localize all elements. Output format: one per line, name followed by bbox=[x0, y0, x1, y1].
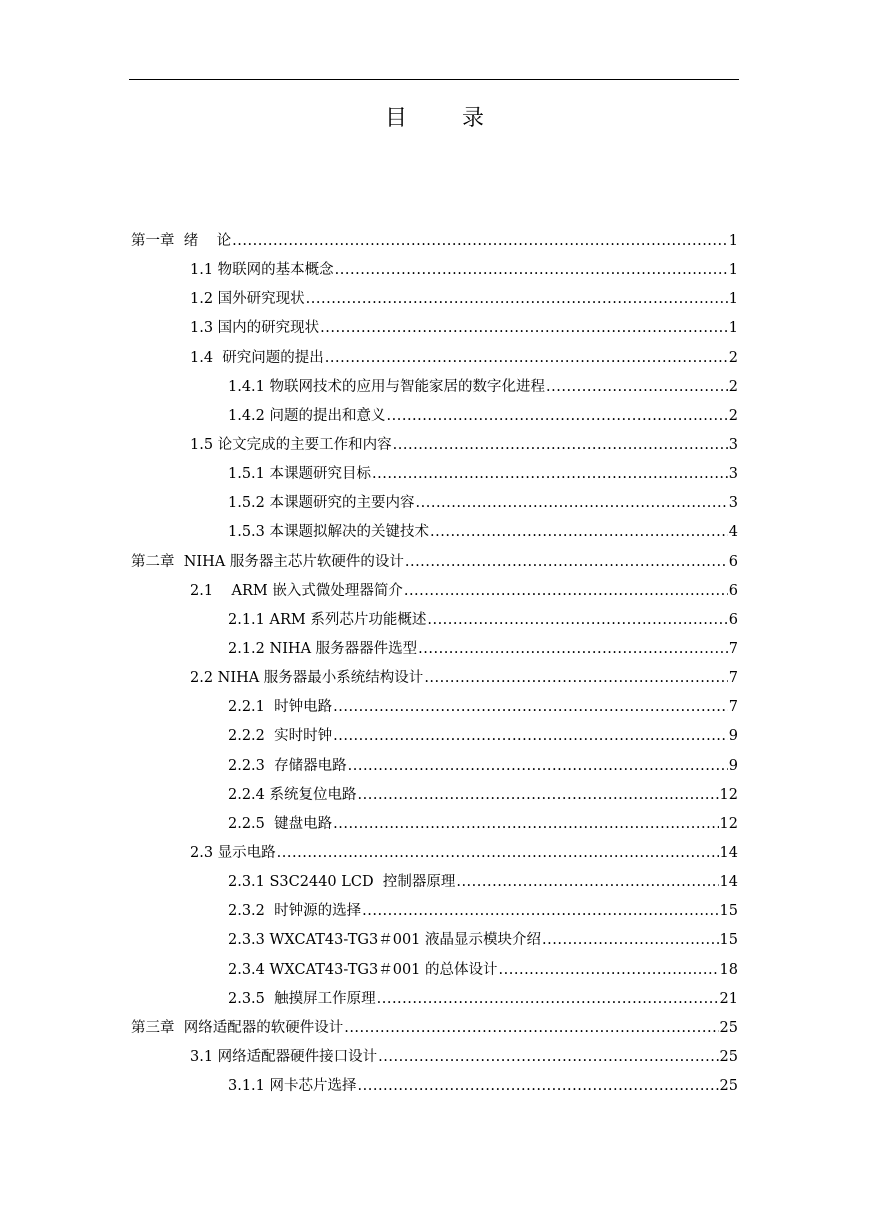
toc-dot-leader bbox=[333, 693, 728, 722]
toc-entry-label: 2.1.2 NIHA 服务器器件选型 bbox=[228, 640, 418, 657]
toc-entry-label: 1.4 研究问题的提出 bbox=[190, 349, 324, 366]
toc-entry-label: 3.1.1 网卡芯片选择 bbox=[228, 1078, 357, 1095]
toc-entry-label: 1.5.1 本课题研究目标 bbox=[228, 466, 372, 483]
toc-entry-label: 1.1 物联网的基本概念 bbox=[190, 262, 334, 279]
toc-dot-leader bbox=[372, 460, 728, 489]
toc-entry[interactable] bbox=[0, 373, 869, 402]
toc-entry-label: 2.2.3 存储器电路 bbox=[228, 757, 347, 774]
toc-entry[interactable] bbox=[0, 460, 869, 489]
toc-dot-leader bbox=[405, 548, 728, 577]
toc-page-number: 18 bbox=[719, 961, 738, 978]
toc-entry[interactable] bbox=[0, 256, 869, 285]
toc-page-number: 15 bbox=[719, 932, 738, 949]
toc-dot-leader bbox=[362, 897, 718, 926]
toc-entry[interactable] bbox=[0, 285, 869, 314]
toc-entry[interactable] bbox=[0, 344, 869, 373]
toc-page-number: 1 bbox=[728, 320, 738, 337]
toc-entry[interactable] bbox=[0, 518, 869, 547]
toc-entry-label: 第一章 绪 论 bbox=[131, 233, 232, 249]
toc-entry-label: 2.3.1 S3C2440 LCD 控制器原理 bbox=[228, 874, 456, 891]
toc-dot-leader bbox=[335, 256, 728, 285]
toc-entry[interactable] bbox=[0, 781, 869, 810]
toc-dot-leader bbox=[377, 985, 719, 1014]
table-of-contents bbox=[0, 227, 869, 1101]
toc-page-number: 3 bbox=[728, 436, 738, 453]
toc-dot-leader bbox=[499, 956, 719, 985]
toc-page-number: 1 bbox=[728, 291, 738, 308]
toc-dot-leader bbox=[325, 344, 728, 373]
toc-page-number: 21 bbox=[719, 990, 738, 1007]
toc-page-number: 14 bbox=[719, 844, 738, 861]
toc-dot-leader bbox=[358, 781, 719, 810]
toc-dot-leader bbox=[427, 606, 727, 635]
toc-entry-label: 1.4.1 物联网技术的应用与智能家居的数字化进程 bbox=[228, 378, 546, 395]
toc-page-number: 6 bbox=[728, 553, 738, 570]
toc-entry-label: 1.5.2 本课题研究的主要内容 bbox=[228, 495, 415, 512]
toc-dot-leader bbox=[418, 635, 728, 664]
toc-page-number: 4 bbox=[728, 524, 738, 541]
toc-entry-label: 2.2.1 时钟电路 bbox=[228, 699, 333, 716]
toc-entry[interactable] bbox=[0, 489, 869, 518]
toc-entry[interactable] bbox=[0, 1043, 869, 1072]
toc-entry[interactable] bbox=[0, 693, 869, 722]
toc-entry-label: 2.3 显示电路 bbox=[190, 844, 276, 861]
toc-entry[interactable] bbox=[0, 810, 869, 839]
toc-entry-label: 1.4.2 问题的提出和意义 bbox=[228, 407, 386, 424]
toc-dot-leader bbox=[542, 926, 719, 955]
toc-entry-label: 2.3.3 WXCAT43-TG3＃001 液晶显示模块介绍 bbox=[228, 932, 542, 949]
toc-dot-leader bbox=[546, 373, 728, 402]
toc-entry[interactable] bbox=[0, 635, 869, 664]
toc-page-number: 25 bbox=[719, 1048, 738, 1065]
toc-page-number: 25 bbox=[719, 1019, 738, 1036]
toc-entry-label: 1.5.3 本课题拟解决的关键技术 bbox=[228, 524, 430, 541]
toc-page-number: 6 bbox=[728, 611, 738, 628]
toc-dot-leader bbox=[333, 810, 718, 839]
toc-page-number: 2 bbox=[728, 378, 738, 395]
toc-entry-label: 2.2.5 键盘电路 bbox=[228, 815, 333, 832]
toc-entry[interactable] bbox=[0, 1072, 869, 1101]
toc-dot-leader bbox=[306, 285, 728, 314]
toc-entry[interactable] bbox=[0, 839, 869, 868]
toc-dot-leader bbox=[320, 314, 728, 343]
toc-entry-label: 1.2 国外研究现状 bbox=[190, 291, 305, 308]
toc-dot-leader bbox=[416, 489, 728, 518]
toc-entry-label: 3.1 网络适配器硬件接口设计 bbox=[190, 1048, 378, 1065]
toc-dot-leader bbox=[387, 402, 728, 431]
toc-entry[interactable] bbox=[0, 314, 869, 343]
toc-entry[interactable] bbox=[0, 722, 869, 751]
toc-dot-leader bbox=[277, 839, 719, 868]
toc-page-number: 1 bbox=[728, 233, 738, 249]
toc-page-number: 7 bbox=[728, 670, 738, 687]
toc-entry-label: 2.2 NIHA 服务器最小系统结构设计 bbox=[190, 670, 424, 687]
toc-dot-leader bbox=[333, 722, 728, 751]
toc-page-number: 9 bbox=[728, 728, 738, 745]
toc-entry-label: 2.1 ARM 嵌入式微处理器简介 bbox=[190, 582, 403, 599]
toc-entry-label: 第三章 网络适配器的软硬件设计 bbox=[131, 1019, 344, 1036]
toc-entry[interactable] bbox=[0, 431, 869, 460]
toc-entry[interactable] bbox=[0, 956, 869, 985]
header-rule bbox=[129, 79, 739, 80]
toc-entry-label: 2.3.5 触摸屏工作原理 bbox=[228, 990, 376, 1007]
toc-page-number: 12 bbox=[719, 786, 738, 803]
toc-entry[interactable] bbox=[0, 606, 869, 635]
toc-dot-leader bbox=[358, 1072, 719, 1101]
toc-entry-label: 2.2.2 实时时钟 bbox=[228, 728, 333, 745]
toc-entry[interactable] bbox=[0, 227, 869, 256]
toc-page-number: 3 bbox=[728, 495, 738, 512]
toc-dot-leader bbox=[344, 1014, 718, 1043]
toc-dot-leader bbox=[456, 868, 718, 897]
toc-entry[interactable] bbox=[0, 664, 869, 693]
toc-page-number: 7 bbox=[728, 640, 738, 657]
toc-dot-leader bbox=[232, 227, 728, 256]
toc-dot-leader bbox=[424, 664, 727, 693]
toc-dot-leader bbox=[378, 1043, 718, 1072]
toc-page-number: 14 bbox=[719, 874, 738, 891]
toc-page-number: 3 bbox=[728, 466, 738, 483]
toc-entry[interactable] bbox=[0, 577, 869, 606]
toc-entry[interactable] bbox=[0, 548, 869, 577]
toc-entry[interactable] bbox=[0, 752, 869, 781]
toc-page-number: 2 bbox=[728, 349, 738, 366]
toc-entry-label: 2.3.2 时钟源的选择 bbox=[228, 903, 362, 920]
toc-entry[interactable] bbox=[0, 985, 869, 1014]
toc-page-number: 7 bbox=[728, 699, 738, 716]
toc-page-number: 2 bbox=[728, 407, 738, 424]
toc-entry-label: 2.3.4 WXCAT43-TG3＃001 的总体设计 bbox=[228, 961, 498, 978]
toc-entry-label: 1.3 国内的研究现状 bbox=[190, 320, 320, 337]
toc-entry-label: 2.1.1 ARM 系列芯片功能概述 bbox=[228, 611, 427, 628]
toc-dot-leader bbox=[430, 518, 728, 547]
toc-page-number: 25 bbox=[719, 1078, 738, 1095]
toc-dot-leader bbox=[393, 431, 728, 460]
toc-entry[interactable] bbox=[0, 402, 869, 431]
toc-page-number: 6 bbox=[728, 582, 738, 599]
toc-page-number: 9 bbox=[728, 757, 738, 774]
toc-page-number: 12 bbox=[719, 815, 738, 832]
toc-entry-label: 2.2.4 系统复位电路 bbox=[228, 786, 357, 803]
toc-entry[interactable] bbox=[0, 1014, 869, 1043]
toc-entry[interactable] bbox=[0, 897, 869, 926]
toc-dot-leader bbox=[404, 577, 728, 606]
toc-page-number: 15 bbox=[719, 903, 738, 920]
page-title: 目 录 bbox=[385, 106, 508, 131]
toc-entry-label: 第二章 NIHA 服务器主芯片软硬件的设计 bbox=[131, 553, 404, 570]
toc-entry[interactable] bbox=[0, 868, 869, 897]
toc-page-number: 1 bbox=[728, 262, 738, 279]
toc-dot-leader bbox=[348, 752, 728, 781]
toc-entry[interactable] bbox=[0, 926, 869, 955]
toc-entry-label: 1.5 论文完成的主要工作和内容 bbox=[190, 436, 392, 453]
